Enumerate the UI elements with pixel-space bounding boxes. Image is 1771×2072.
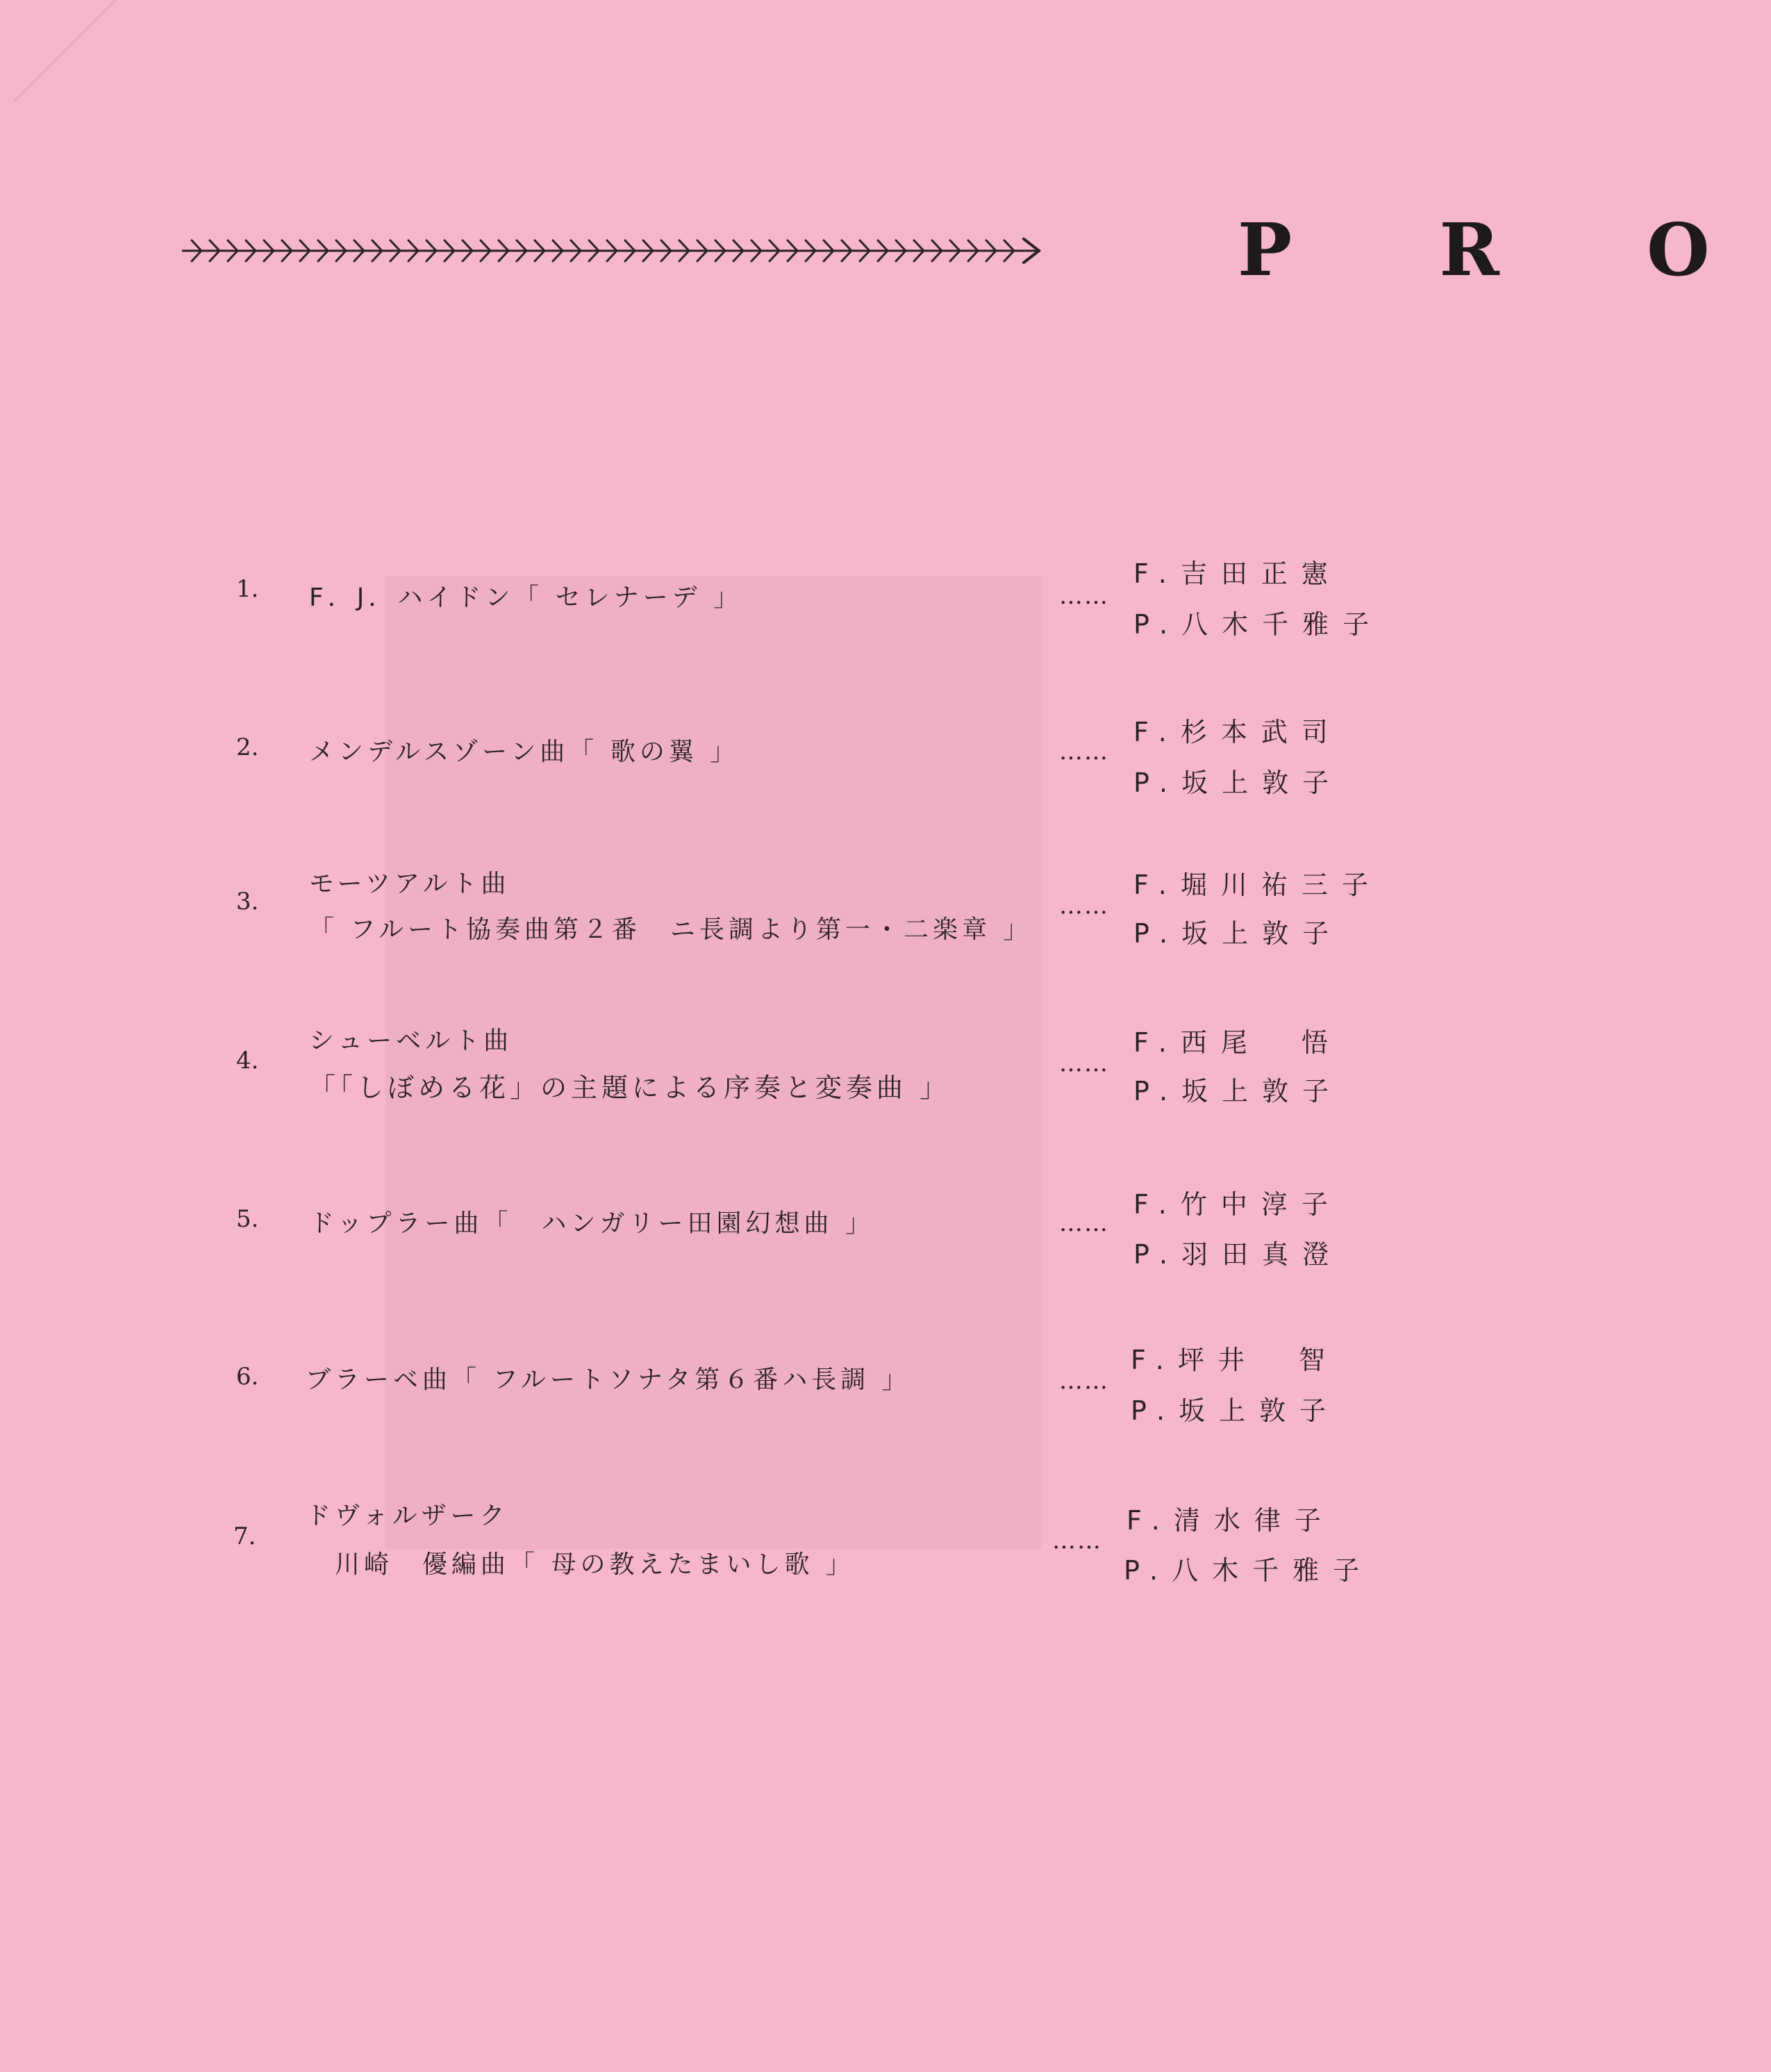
item-number: 2. xyxy=(236,734,259,761)
leader-dots: …… xyxy=(1059,582,1109,610)
piano-performer: P.坂上敦子 xyxy=(1133,768,1343,798)
composer-line: モーツアルト曲 xyxy=(309,870,510,898)
item-number: 5. xyxy=(236,1205,259,1233)
flute-performer: F.清水律子 xyxy=(1126,1505,1335,1536)
leader-dots: …… xyxy=(1059,892,1109,920)
piano-performer: P.坂上敦子 xyxy=(1131,1395,1340,1426)
composer-line: シューベルト曲 xyxy=(309,1027,513,1055)
flute-performer: F.杉本武司 xyxy=(1133,717,1342,747)
piece-title: 川崎 優編曲「 母の教えたまいし歌 」 xyxy=(306,1550,855,1579)
piece-title: 「「しぼめる花」の主題による序奏と変奏曲 」 xyxy=(309,1072,951,1103)
show-through-shadow xyxy=(385,577,1042,1549)
piece-title: 「 フルート協奏曲第２番 ニ長調より第一・二楽章 」 xyxy=(309,915,1033,944)
piano-performer: P.羽田真澄 xyxy=(1133,1239,1343,1270)
leader-dots: …… xyxy=(1059,1209,1109,1237)
flute-performer: F.吉田正憲 xyxy=(1133,558,1342,589)
flute-performer: F.竹中淳子 xyxy=(1133,1189,1342,1220)
piano-performer: P.坂上敦子 xyxy=(1133,918,1343,949)
pro-title: P R O xyxy=(1238,207,1771,292)
piece-title: ブラーベ曲「 フルートソナタ第６番ハ長調 」 xyxy=(306,1366,911,1394)
program-header xyxy=(182,207,1771,292)
flute-performer: F.坪井 智 xyxy=(1131,1345,1339,1375)
item-number: 4. xyxy=(236,1047,259,1075)
item-number: 3. xyxy=(236,888,259,915)
piece-title: メンデルスゾーン曲「 歌の翼 」 xyxy=(309,738,740,766)
leader-dots: …… xyxy=(1059,1367,1109,1395)
leader-dots: …… xyxy=(1052,1527,1102,1555)
flute-performer: F.西尾 悟 xyxy=(1133,1027,1342,1058)
piece-title: F．J．ハイドン「 セレナーデ 」 xyxy=(309,583,743,612)
piano-performer: P.八木千雅子 xyxy=(1124,1555,1374,1586)
leader-dots: …… xyxy=(1059,1050,1109,1077)
composer-line: ドヴォルザーク xyxy=(306,1502,509,1530)
show-through-diagonal xyxy=(13,0,221,103)
item-number: 1. xyxy=(236,575,259,603)
piano-performer: P.坂上敦子 xyxy=(1133,1076,1343,1107)
item-number: 7. xyxy=(233,1523,256,1550)
arrow-border-ornament xyxy=(182,235,1043,267)
item-number: 6. xyxy=(236,1363,259,1391)
flute-performer: F.堀川祐三子 xyxy=(1133,870,1382,900)
leader-dots: …… xyxy=(1059,738,1109,765)
piece-title: ドップラー曲「 ハンガリー田園幻想曲 」 xyxy=(309,1209,875,1238)
piano-performer: P.八木千雅子 xyxy=(1133,609,1383,640)
